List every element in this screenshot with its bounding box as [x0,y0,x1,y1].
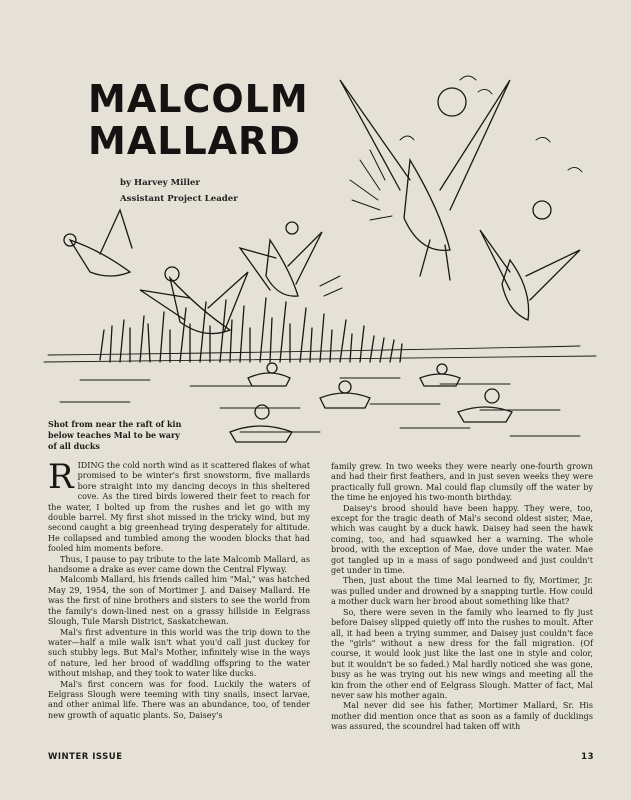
paragraph: Daisey's brood should have been happy. They were, too, except for the tragic death of Mal's second oldest sister, Mae, which was caught by a duck hawk. Daisey had seen the hawk coming, too, and had squawked her a warning. The whole brood, with the exception of Mae, dove under the water. Mae got tangled up in a mass of sago pondweed and just couldn't get under in time. [331,502,593,576]
issue-label: WINTER ISSUE [48,752,123,762]
shot-burst [320,150,392,296]
paragraph: Mal's first adventure in this world was the trip down to the water—half a mile walk isn't what you'd call just duckey for such stubby legs. But Mal's Mother, infinitely wise in the ways of nature, led her brood of waddling offspring to the water without mishap, and they took to water like ducks. [48,626,310,679]
reeds [44,298,596,362]
decoys [230,363,512,442]
paragraph: Malcomb Mallard, his friends called him "Mal," was hatched May 29, 1954, the son of Mortimer J. and Daisey Mallard. He was the first of nine brothers and sisters to see the world from the family's down-lined nest on a grassy hillside in Eelgrass Slough, Tule Marsh District, Saskatchewan. [48,574,310,627]
paragraph [48,457,310,554]
paragraph: Thus, I pause to pay tribute to the late Malcomb Mallard, as handsome a drake as ever came down the Central Flyway. [48,553,310,575]
flying-duck-center-right [240,222,322,296]
article-title [88,78,328,162]
paragraph: family grew. In two weeks they were nearly one-fourth grown and had their first feathers, and in just seven weeks they were practically full grown. Mal could flap clumsily off the water by the time he enjoyed his two-month birthday. [331,461,593,503]
floating-feathers [400,76,582,172]
page-number: 13 [581,752,594,762]
byline [120,175,320,207]
article-column-right [331,461,593,732]
title-line-1: MALCOLM [88,77,309,121]
author-role: Assistant Project Leader [120,194,238,204]
title-line-2: MALLARD [88,119,301,163]
author-name: by Harvey Miller [120,178,200,188]
hit-mallard-duck [340,80,510,280]
paragraph: Then, just about the time Mal learned to fly, Mortimer, Jr. was pulled under and drowned by a snapping turtle. How could a mother duck warn her brood about something like that? [331,575,593,607]
paragraph: So, there were seven in the family who learned to fly just before Daisey slipped quietly off into the rushes to moult. After all, it had been a trying summer, and Daisey just couldn't face the "girls" without a new dress for the fall migration. (Of course, it would look just like the last one in style and color, but it wouldn't be so faded.) Mal hardly noticed she was gone, busy as he was trying out his new wings and meeting all the kin from the other end of Eelgrass Slough. Matter of fact, Mal never saw his mother again. [331,606,593,700]
paragraph: Mal's first concern was for food. Luckily the waters of Eelgrass Slough were teeming with tiny snails, insect larvae, and other animal life. There was an abundance, too, of tender new growth of aquatic plants. So, Daisey's [48,678,310,720]
article-column-left [48,457,310,720]
paragraph-text: IDING the cold north wind as it scattered flakes of what promised to be winter's first snowstorm, five mallards bore straight into my dancing decoys in this sheltered cove. As the tired birds lowered their feet to reach for the water, I bolted up from the rushes and let go with my double barrel. My first shot missed in the tricky wind, but my second caught a big greenhead trying desperately for altitude. He collapsed and tumbled among the wooden blocks that had fooled him moments before. [48,460,310,554]
drop-cap: R [48,457,74,497]
illustration-caption: Shot from near the raft of kin below teaches Mal to be wary of all ducks [48,419,182,451]
paragraph: Mal never did see his father, Mortimer Mallard, Sr. His mother did mention once that as soon as a family of ducklings was assured, the scoundrel had taken off with [331,700,593,732]
flying-duck-left [64,210,132,276]
flying-duck-right [480,201,580,320]
